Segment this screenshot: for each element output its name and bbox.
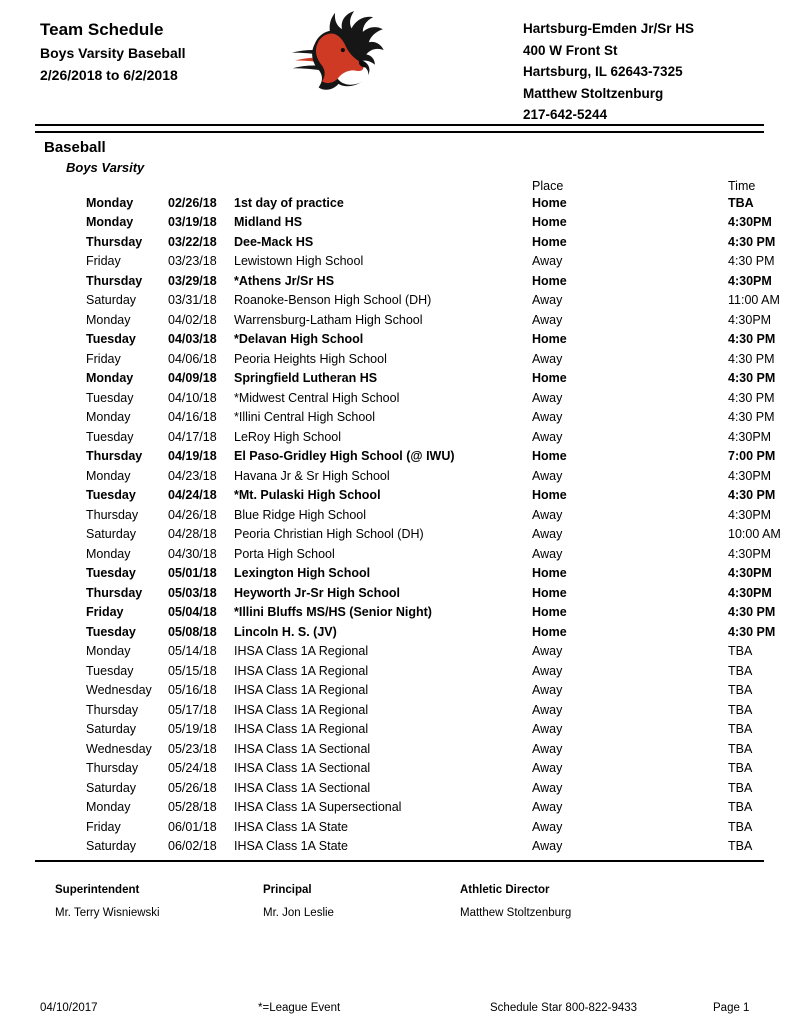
cell-date: 04/24/18 bbox=[168, 488, 217, 503]
report-subtitle: Boys Varsity Baseball bbox=[40, 45, 186, 61]
table-row bbox=[86, 544, 800, 564]
cell-time: 4:30 PM bbox=[728, 332, 776, 347]
cell-day: Tuesday bbox=[86, 429, 134, 444]
cell-time: 4:30PM bbox=[728, 312, 772, 327]
table-row bbox=[86, 349, 800, 369]
table-row bbox=[86, 213, 800, 233]
cell-date: 04/16/18 bbox=[168, 410, 217, 425]
cell-date: 04/19/18 bbox=[168, 449, 217, 464]
schedule-header-row bbox=[86, 179, 800, 193]
staff-name: Mr. Terry Wisniewski bbox=[55, 907, 160, 919]
cell-day: Monday bbox=[86, 468, 131, 483]
cell-day: Monday bbox=[86, 371, 134, 386]
staff-role-label: Superintendent bbox=[55, 884, 140, 896]
cell-date: 03/23/18 bbox=[168, 254, 217, 269]
table-row bbox=[86, 603, 800, 623]
table-row bbox=[86, 622, 800, 642]
cell-place: Away bbox=[532, 468, 563, 483]
cell-day: Tuesday bbox=[86, 332, 136, 347]
cell-event: *Athens Jr/Sr HS bbox=[234, 273, 335, 288]
cell-place: Home bbox=[532, 585, 567, 600]
cell-day: Wednesday bbox=[86, 741, 152, 756]
cell-date: 05/17/18 bbox=[168, 702, 217, 717]
cell-event: El Paso-Gridley High School (@ IWU) bbox=[234, 449, 455, 464]
table-row bbox=[86, 778, 800, 798]
cell-date: 06/02/18 bbox=[168, 839, 217, 854]
cell-time: 4:30 PM bbox=[728, 351, 775, 366]
cell-place: Away bbox=[532, 429, 563, 444]
table-row bbox=[86, 700, 800, 720]
cell-day: Tuesday bbox=[86, 624, 136, 639]
cell-event: IHSA Class 1A Regional bbox=[234, 722, 369, 737]
cell-event: Roanoke-Benson High School (DH) bbox=[234, 293, 432, 308]
cell-event: Lincoln H. S. (JV) bbox=[234, 624, 337, 639]
staff-name: Matthew Stoltzenburg bbox=[460, 907, 572, 919]
report-title: Team Schedule bbox=[40, 20, 164, 39]
cell-day: Monday bbox=[86, 312, 131, 327]
cell-time: 4:30PM bbox=[728, 507, 772, 522]
cell-date: 04/10/18 bbox=[168, 390, 217, 405]
cell-day: Monday bbox=[86, 644, 131, 659]
cell-day: Thursday bbox=[86, 702, 139, 717]
cell-day: Thursday bbox=[86, 507, 139, 522]
cell-place: Away bbox=[532, 351, 563, 366]
stag-mascot-logo bbox=[290, 8, 394, 106]
cell-event: Lexington High School bbox=[234, 566, 371, 581]
cell-time: 4:30PM bbox=[728, 468, 772, 483]
cell-event: Springfield Lutheran HS bbox=[234, 371, 378, 386]
cell-event: Heyworth Jr-Sr High School bbox=[234, 585, 400, 600]
table-row bbox=[86, 408, 800, 428]
cell-place: Home bbox=[532, 449, 567, 464]
table-row bbox=[86, 466, 800, 486]
cell-date: 05/03/18 bbox=[168, 585, 217, 600]
header-divider-double-rule bbox=[35, 124, 764, 133]
cell-date: 05/04/18 bbox=[168, 605, 217, 620]
cell-date: 05/15/18 bbox=[168, 663, 217, 678]
cell-place: Away bbox=[532, 546, 563, 561]
cell-place: Away bbox=[532, 254, 563, 269]
cell-time: 4:30 PM bbox=[728, 234, 776, 249]
cell-date: 03/31/18 bbox=[168, 293, 217, 308]
table-row bbox=[86, 271, 800, 291]
cell-time: 4:30PM bbox=[728, 215, 772, 230]
table-row bbox=[86, 642, 800, 662]
cell-event: IHSA Class 1A Sectional bbox=[234, 741, 371, 756]
report-header-left bbox=[40, 20, 186, 83]
cell-date: 06/01/18 bbox=[168, 819, 217, 834]
cell-time: 4:30 PM bbox=[728, 390, 775, 405]
staff-role-label: Athletic Director bbox=[460, 884, 550, 896]
cell-date: 05/01/18 bbox=[168, 566, 217, 581]
cell-time: TBA bbox=[728, 683, 753, 698]
cell-date: 05/16/18 bbox=[168, 683, 217, 698]
table-row bbox=[86, 739, 800, 759]
cell-place: Away bbox=[532, 683, 563, 698]
cell-place: Home bbox=[532, 273, 567, 288]
cell-time: 4:30 PM bbox=[728, 371, 776, 386]
cell-day: Friday bbox=[86, 605, 124, 620]
table-row bbox=[86, 817, 800, 837]
staff-superintendent bbox=[55, 884, 160, 919]
cell-time: 4:30 PM bbox=[728, 254, 775, 269]
team-level-heading: Boys Varsity bbox=[66, 160, 145, 175]
table-row bbox=[86, 661, 800, 681]
cell-day: Monday bbox=[86, 800, 131, 815]
cell-day: Wednesday bbox=[86, 683, 152, 698]
cell-event: IHSA Class 1A State bbox=[234, 819, 348, 834]
cell-event: Peoria Christian High School (DH) bbox=[234, 527, 424, 542]
cell-date: 04/26/18 bbox=[168, 507, 217, 522]
school-name: Hartsburg-Emden Jr/Sr HS bbox=[523, 21, 695, 36]
cell-event: Dee-Mack HS bbox=[234, 234, 314, 249]
cell-time: 4:30 PM bbox=[728, 605, 776, 620]
cell-day: Saturday bbox=[86, 527, 137, 542]
table-row bbox=[86, 330, 800, 350]
cell-event: IHSA Class 1A Regional bbox=[234, 702, 369, 717]
cell-place: Away bbox=[532, 741, 563, 756]
cell-day: Friday bbox=[86, 254, 121, 269]
cell-day: Monday bbox=[86, 195, 134, 210]
cell-place: Away bbox=[532, 293, 563, 308]
table-row bbox=[86, 798, 800, 818]
stag-mascot-icon bbox=[290, 8, 394, 106]
cell-date: 04/09/18 bbox=[168, 371, 217, 386]
table-row bbox=[86, 505, 800, 525]
cell-time: 10:00 AM bbox=[728, 527, 781, 542]
cell-event: Blue Ridge High School bbox=[234, 507, 367, 522]
cell-event: IHSA Class 1A Regional bbox=[234, 644, 369, 659]
table-row bbox=[86, 583, 800, 603]
cell-time: TBA bbox=[728, 722, 753, 737]
cell-place: Home bbox=[532, 605, 567, 620]
footer-vendor: Schedule Star 800-822-9433 bbox=[490, 1002, 638, 1014]
cell-day: Tuesday bbox=[86, 566, 136, 581]
cell-date: 05/08/18 bbox=[168, 624, 217, 639]
col-time-header: Time bbox=[728, 179, 756, 193]
table-row bbox=[86, 193, 800, 213]
cell-place: Away bbox=[532, 644, 563, 659]
cell-event: Lewistown High School bbox=[234, 254, 364, 269]
staff-name: Mr. Jon Leslie bbox=[263, 907, 334, 919]
cell-place: Away bbox=[532, 390, 563, 405]
cell-day: Saturday bbox=[86, 839, 137, 854]
cell-event: IHSA Class 1A Regional bbox=[234, 663, 369, 678]
cell-event: IHSA Class 1A State bbox=[234, 839, 348, 854]
table-row bbox=[86, 837, 800, 857]
cell-day: Friday bbox=[86, 819, 121, 834]
cell-day: Monday bbox=[86, 215, 134, 230]
school-contact-phone: 217-642-5244 bbox=[523, 107, 608, 122]
cell-time: 4:30 PM bbox=[728, 410, 775, 425]
cell-place: Away bbox=[532, 702, 563, 717]
cell-time: 4:30 PM bbox=[728, 488, 776, 503]
cell-place: Away bbox=[532, 780, 563, 795]
table-row bbox=[86, 291, 800, 311]
table-row bbox=[86, 310, 800, 330]
table-row bbox=[86, 369, 800, 389]
cell-day: Thursday bbox=[86, 585, 143, 600]
cell-day: Thursday bbox=[86, 234, 143, 249]
schedule-rows bbox=[86, 193, 800, 856]
staff-principal bbox=[263, 884, 334, 919]
table-row bbox=[86, 388, 800, 408]
report-date-range: 2/26/2018 to 6/2/2018 bbox=[40, 67, 178, 83]
cell-place: Home bbox=[532, 371, 567, 386]
cell-event: IHSA Class 1A Sectional bbox=[234, 780, 371, 795]
table-row bbox=[86, 252, 800, 272]
cell-date: 03/22/18 bbox=[168, 234, 217, 249]
cell-day: Tuesday bbox=[86, 488, 136, 503]
cell-place: Home bbox=[532, 195, 567, 210]
cell-event: Havana Jr & Sr High School bbox=[234, 468, 390, 483]
cell-event: Peoria Heights High School bbox=[234, 351, 387, 366]
cell-day: Monday bbox=[86, 410, 131, 425]
cell-date: 05/19/18 bbox=[168, 722, 217, 737]
table-row bbox=[86, 486, 800, 506]
cell-place: Home bbox=[532, 488, 567, 503]
cell-event: Porta High School bbox=[234, 546, 335, 561]
cell-place: Home bbox=[532, 566, 567, 581]
cell-date: 05/24/18 bbox=[168, 761, 217, 776]
cell-event: *Illini Central High School bbox=[234, 410, 376, 425]
cell-time: TBA bbox=[728, 780, 753, 795]
cell-place: Away bbox=[532, 312, 563, 327]
sport-heading: Baseball bbox=[44, 139, 106, 156]
cell-date: 03/19/18 bbox=[168, 215, 217, 230]
cell-event: *Delavan High School bbox=[234, 332, 364, 347]
cell-place: Away bbox=[532, 507, 563, 522]
cell-time: TBA bbox=[728, 702, 753, 717]
col-place-header: Place bbox=[532, 179, 564, 193]
table-row bbox=[86, 720, 800, 740]
cell-time: TBA bbox=[728, 644, 753, 659]
cell-time: 7:00 PM bbox=[728, 449, 776, 464]
cell-time: TBA bbox=[728, 839, 753, 854]
footer-page-number: Page 1 bbox=[713, 1002, 750, 1014]
cell-date: 04/28/18 bbox=[168, 527, 217, 542]
school-address-city: Hartsburg, IL 62643-7325 bbox=[523, 64, 683, 79]
cell-time: TBA bbox=[728, 195, 754, 210]
table-row bbox=[86, 232, 800, 252]
cell-date: 05/23/18 bbox=[168, 741, 217, 756]
cell-place: Away bbox=[532, 527, 563, 542]
school-contact-name: Matthew Stoltzenburg bbox=[523, 85, 664, 101]
school-address-street: 400 W Front St bbox=[523, 42, 618, 58]
cell-event: *Midwest Central High School bbox=[234, 390, 400, 405]
cell-place: Away bbox=[532, 819, 563, 834]
cell-date: 04/02/18 bbox=[168, 312, 217, 327]
footer-print-date: 04/10/2017 bbox=[40, 1002, 98, 1014]
cell-time: 4:30 PM bbox=[728, 624, 776, 639]
cell-place: Away bbox=[532, 722, 563, 737]
cell-place: Home bbox=[532, 215, 567, 230]
cell-place: Home bbox=[532, 332, 567, 347]
cell-time: 4:30PM bbox=[728, 585, 772, 600]
staff-athletic-director bbox=[460, 884, 571, 919]
cell-day: Monday bbox=[86, 546, 131, 561]
cell-day: Tuesday bbox=[86, 663, 134, 678]
footer-league-legend: *=League Event bbox=[258, 1002, 341, 1014]
cell-day: Thursday bbox=[86, 449, 143, 464]
cell-event: Warrensburg-Latham High School bbox=[234, 312, 423, 327]
cell-event: 1st day of practice bbox=[234, 195, 344, 210]
cell-day: Friday bbox=[86, 351, 121, 366]
table-row bbox=[86, 525, 800, 545]
cell-place: Away bbox=[532, 800, 563, 815]
cell-day: Tuesday bbox=[86, 390, 134, 405]
cell-date: 04/03/18 bbox=[168, 332, 217, 347]
cell-date: 03/29/18 bbox=[168, 273, 217, 288]
cell-place: Away bbox=[532, 761, 563, 776]
cell-time: TBA bbox=[728, 741, 753, 756]
cell-event: *Mt. Pulaski High School bbox=[234, 488, 381, 503]
table-row bbox=[86, 759, 800, 779]
cell-day: Saturday bbox=[86, 722, 137, 737]
school-contact-block bbox=[523, 18, 694, 126]
cell-event: IHSA Class 1A Regional bbox=[234, 683, 369, 698]
cell-date: 05/26/18 bbox=[168, 780, 217, 795]
cell-day: Thursday bbox=[86, 273, 143, 288]
cell-event: *Illini Bluffs MS/HS (Senior Night) bbox=[234, 605, 432, 620]
cell-place: Home bbox=[532, 624, 567, 639]
cell-time: 4:30PM bbox=[728, 546, 772, 561]
cell-time: TBA bbox=[728, 819, 753, 834]
cell-day: Saturday bbox=[86, 780, 137, 795]
cell-date: 04/06/18 bbox=[168, 351, 217, 366]
cell-date: 04/30/18 bbox=[168, 546, 217, 561]
cell-event: IHSA Class 1A Sectional bbox=[234, 761, 371, 776]
cell-event: IHSA Class 1A Supersectional bbox=[234, 800, 402, 815]
cell-time: TBA bbox=[728, 761, 753, 776]
cell-place: Away bbox=[532, 663, 563, 678]
cell-date: 04/17/18 bbox=[168, 429, 217, 444]
cell-time: 4:30PM bbox=[728, 273, 772, 288]
table-row bbox=[86, 681, 800, 701]
cell-day: Thursday bbox=[86, 761, 139, 776]
cell-date: 04/23/18 bbox=[168, 468, 217, 483]
cell-day: Saturday bbox=[86, 293, 137, 308]
staff-role-label: Principal bbox=[263, 884, 312, 896]
table-bottom-rule bbox=[35, 860, 764, 862]
cell-time: 4:30PM bbox=[728, 429, 772, 444]
cell-time: 11:00 AM bbox=[728, 293, 780, 308]
table-row bbox=[86, 427, 800, 447]
table-row bbox=[86, 447, 800, 467]
cell-date: 02/26/18 bbox=[168, 195, 217, 210]
cell-date: 05/14/18 bbox=[168, 644, 217, 659]
cell-place: Away bbox=[532, 839, 563, 854]
cell-event: Midland HS bbox=[234, 215, 303, 230]
cell-time: TBA bbox=[728, 800, 753, 815]
cell-date: 05/28/18 bbox=[168, 800, 217, 815]
cell-place: Home bbox=[532, 234, 567, 249]
table-row bbox=[86, 564, 800, 584]
cell-event: LeRoy High School bbox=[234, 429, 342, 444]
cell-place: Away bbox=[532, 410, 563, 425]
cell-time: 4:30PM bbox=[728, 566, 772, 581]
cell-time: TBA bbox=[728, 663, 753, 678]
